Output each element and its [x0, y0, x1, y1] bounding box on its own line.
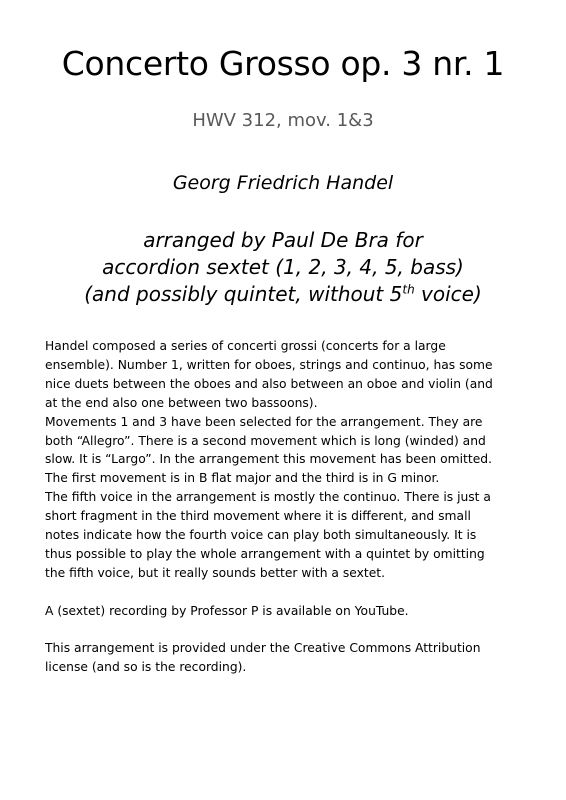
ordinal-suffix: th — [402, 282, 415, 297]
composer-name: Georg Friedrich Handel — [172, 172, 394, 194]
license-line: This arrangement is provided under the Creative Commons Attribution — [45, 641, 481, 656]
recording-note: A (sextet) recording by Professor P is available on YouTube. — [45, 603, 409, 618]
paragraph-3-line: notes indicate how the fourth voice can play both simultaneously. It is — [45, 528, 477, 543]
arrangement-line-1: arranged by Paul De Bra for — [143, 228, 423, 252]
description-body — [45, 337, 535, 677]
paragraph-2-line: slow. It is “Largo”. In the arrangement this movement has been omitted. — [45, 452, 492, 467]
paragraph-1-line: ensemble). Number 1, written for oboes, strings and continuo, has some — [45, 357, 493, 372]
paragraph-1-line: nice duets between the oboes and also between an oboe and violin (and — [45, 376, 493, 391]
subtitle: HWV 312, mov. 1&3 — [192, 110, 374, 131]
paragraph-2-line: Movements 1 and 3 have been selected for the arrangement. They are — [45, 414, 483, 429]
license-line: license (and so is the recording). — [45, 660, 247, 675]
paragraph-spacer — [45, 621, 535, 640]
arrangement-line-3-start: (and possibly quintet, without 5 — [84, 282, 403, 306]
paragraph-3-line: thus possible to play the whole arrangement with a quintet by omitting — [45, 546, 485, 561]
paragraph-3-line: short fragment in the third movement where it is different, and small — [45, 509, 471, 524]
paragraph-3-line: the fifth voice, but it really sounds better with a sextet. — [45, 565, 385, 580]
paragraph-2-line: both “Allegro”. There is a second movement which is long (winded) and — [45, 433, 486, 448]
arrangement-credit — [0, 227, 566, 308]
page-title: Concerto Grosso op. 3 nr. 1 — [61, 44, 505, 83]
arrangement-line-2: accordion sextet (1, 2, 3, 4, 5, bass) — [102, 255, 464, 279]
arrangement-line-3-end: voice) — [414, 282, 482, 306]
paragraph-3-line: The fifth voice in the arrangement is mostly the continuo. There is just a — [45, 490, 491, 505]
paragraph-1-line: Handel composed a series of concerti grossi (concerts for a large — [45, 339, 446, 353]
paragraph-2-line: The first movement is in B flat major and the third is in G minor. — [45, 471, 440, 486]
paragraph-1-line: at the end also one between two bassoons). — [45, 395, 318, 410]
arrangement-line-3 — [0, 281, 566, 308]
paragraph-spacer — [45, 583, 535, 602]
